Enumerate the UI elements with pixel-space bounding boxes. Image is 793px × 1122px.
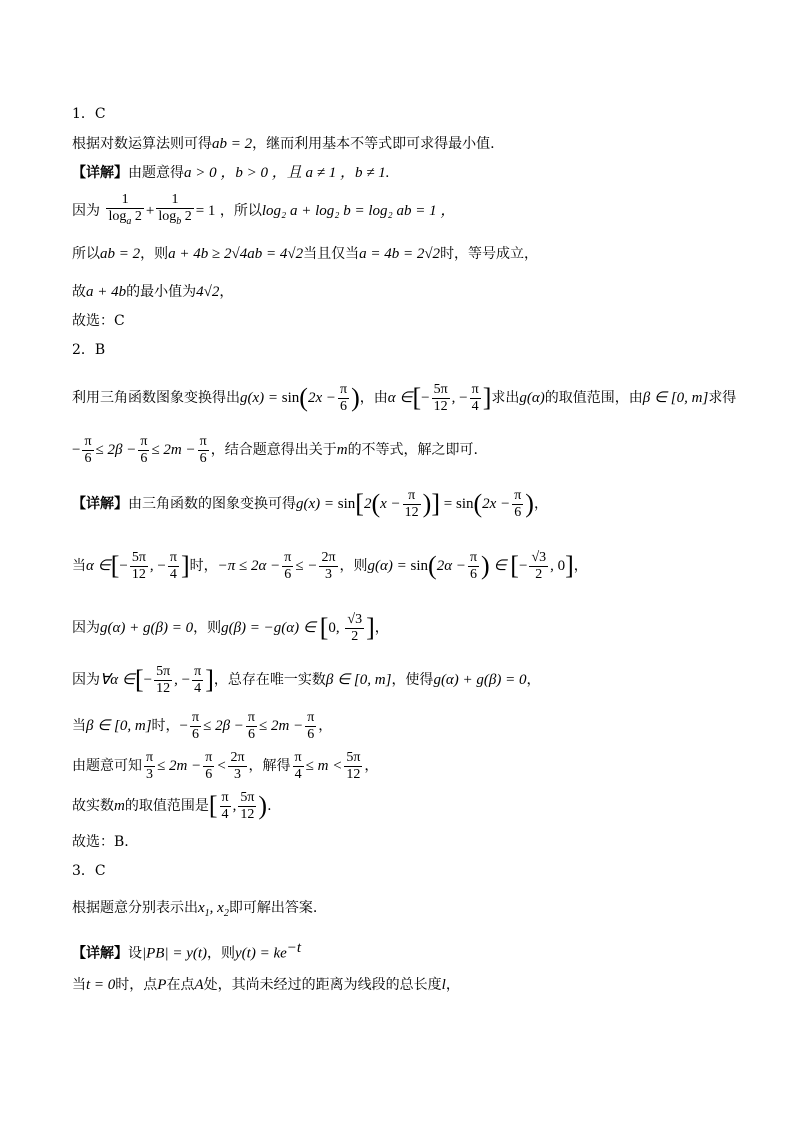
text: 根据题意分别表示出 bbox=[72, 900, 198, 916]
math: a + 4b bbox=[86, 284, 127, 300]
text: ，结合题意得出关于 bbox=[210, 442, 337, 458]
q3-detail-line1: 【详解】设|PB| = y(t)，则$y(t) = ke^{-t}$ bbox=[72, 940, 302, 962]
math: y(t) = ke bbox=[235, 945, 287, 962]
text: ， bbox=[318, 718, 333, 734]
text: ， bbox=[219, 284, 234, 300]
fraction: $\frac{1}{\log_b 2}$ bbox=[158, 192, 192, 227]
q3-answer-label: 3．C bbox=[72, 863, 106, 879]
text: ，使得 bbox=[391, 672, 434, 688]
text: . bbox=[267, 798, 272, 814]
q2-detail-line5: 当β ∈ [0, m]时，− $\frac{\pi}{6}$ ≤ 2β − $\frac{\pi}{6}$ ≤ 2m − $\frac{\pi}{6}$ ， bbox=[72, 709, 333, 742]
detail-tag: 【详解】 bbox=[72, 496, 128, 512]
q1-detail-line1 bbox=[72, 163, 733, 183]
math: log₂ a + log₂ b = log₂ ab = 1 ， bbox=[261, 202, 456, 219]
text: ， bbox=[573, 558, 588, 574]
text: 的最小值为 bbox=[126, 284, 197, 300]
text: 故选：B. bbox=[72, 834, 129, 850]
text: 求出 bbox=[491, 390, 520, 406]
text: 的取值范围，由 bbox=[544, 390, 643, 406]
text: 的不等式，解之即可. bbox=[347, 442, 479, 458]
text: 所以 bbox=[72, 246, 100, 262]
text: 故选：C bbox=[72, 313, 125, 329]
text: ， bbox=[526, 672, 541, 688]
text: 故 bbox=[72, 284, 86, 300]
text: ， bbox=[533, 496, 548, 512]
text: ，总存在唯一实数 bbox=[213, 672, 326, 688]
text: 因为 bbox=[72, 202, 100, 219]
text: ，则 bbox=[193, 620, 222, 636]
q1-conclusion bbox=[72, 282, 733, 302]
text: 设 bbox=[128, 945, 142, 962]
text: 因为 bbox=[72, 672, 100, 688]
text: ，则 bbox=[140, 246, 169, 262]
text: 当 bbox=[72, 977, 86, 993]
text: 由三角函数的图象变换可得 bbox=[128, 496, 296, 512]
text: 由题意可知 bbox=[72, 758, 142, 774]
q1-detail-line2: 因为 $\frac{1}{\log_a 2}$ + $\frac{1}{\log_b 2}$ = 1 ，所以log₂ a + log₂ b = log₂ ab = 1 ， bbox=[72, 192, 733, 230]
math: a = 4b = 2√2 bbox=[359, 246, 441, 262]
q3-detail-line2 bbox=[72, 975, 733, 995]
text: 故实数 bbox=[72, 798, 114, 814]
math: t = 0 bbox=[86, 977, 116, 993]
text: 时， bbox=[189, 558, 218, 574]
q2-analysis-line1: 利用三角函数图象变换得出g(x) = sin(2x − $\frac{\pi}{6}$ )，由α ∈[− $\frac{5\pi}{12}$ , − $\frac{\pi}{4}$ ]求出g(α)的取值范围，由β ∈ [0, m]求得 bbox=[72, 381, 737, 414]
q1-answer bbox=[72, 311, 733, 331]
text: 时，等号成立， bbox=[440, 246, 539, 262]
q2-detail-line6: 由题意可知 $\frac{\pi}{3}$ ≤ 2m − $\frac{\pi}{6}$ < $\frac{2\pi}{3}$ ，解得 $\frac{\pi}{4}$ ≤ m < $\frac{5\pi}{12}$ ， bbox=[72, 749, 379, 782]
text: 当 bbox=[72, 558, 86, 574]
q2-detail-line2: 当α ∈[− $\frac{5\pi}{12}$ , − $\frac{\pi}{4}$ ]时，−π ≤ 2α − $\frac{\pi}{6}$ ≤ − $\frac{2\pi}{3}$ ，则g(α) = sin(2α − $\frac{\pi}{6}$ ) ∈ [− $\frac{√3}{2}$ , 0]， bbox=[72, 549, 588, 582]
text: ，解得 bbox=[248, 758, 291, 774]
q2-detail-line1: 【详解】由三角函数的图象变换可得g(x) = sin[2(x − $\frac{\pi}{12}$ )] = sin(2x − $\frac{\pi}{6}$ )， bbox=[72, 487, 548, 520]
math: |PB| = y(t) bbox=[142, 945, 208, 962]
q3-analysis: 根据题意分别表示出$x_1$, $x_2$即可解出答案. bbox=[72, 900, 318, 919]
text: 因为 bbox=[72, 620, 100, 636]
q2-conclusion: 故实数m的取值范围是[ $\frac{\pi}{4}$ , $\frac{5\pi}{12}$ ). bbox=[72, 789, 272, 822]
text: ，由 bbox=[359, 390, 388, 406]
q2-answer bbox=[72, 832, 733, 852]
q1-analysis bbox=[72, 134, 733, 154]
q1-heading bbox=[72, 104, 733, 124]
text: 即可解出答案. bbox=[228, 900, 318, 916]
math: a + 4b ≥ 2√4ab = 4√2 bbox=[168, 246, 304, 262]
math: m bbox=[114, 798, 125, 814]
text: 根据对数运算法则可得 bbox=[72, 136, 212, 152]
math: A bbox=[194, 977, 204, 993]
fraction: $\frac{5\pi}{12}$ bbox=[433, 381, 448, 414]
q1-answer-label: 1．C bbox=[72, 106, 106, 122]
math: l bbox=[441, 977, 446, 993]
text: 处，其尚未经过的距离为线段的总长度 bbox=[203, 977, 442, 993]
q3-heading bbox=[72, 861, 733, 881]
text: ， bbox=[445, 977, 460, 993]
math: m bbox=[336, 442, 348, 458]
fraction: $\frac{\pi}{6}$ bbox=[340, 381, 348, 414]
q1-detail-line3 bbox=[72, 244, 733, 264]
math: P bbox=[157, 977, 167, 993]
q2-answer-label: 2．B bbox=[72, 342, 106, 358]
text: ，继而利用基本不等式即可求得最小值. bbox=[252, 136, 495, 152]
text: ，则 bbox=[339, 558, 368, 574]
math: ab = 2 bbox=[212, 136, 253, 152]
text: 当且仅当 bbox=[303, 246, 360, 262]
text: ， bbox=[374, 620, 389, 636]
text: 由题意得 bbox=[128, 165, 184, 181]
text: 求得 bbox=[708, 390, 737, 406]
text: ， bbox=[364, 758, 379, 774]
text: ，则 bbox=[207, 945, 236, 962]
detail-tag: 【详解】 bbox=[72, 945, 128, 962]
q2-detail-line4: 因为∀α ∈[− $\frac{5\pi}{12}$ , − $\frac{\pi}{4}$ ]，总存在唯一实数β ∈ [0, m]，使得g(α) + g(β) = 0， bbox=[72, 663, 541, 696]
q2-analysis-line2: − $\frac{\pi}{6}$ ≤ 2β − $\frac{\pi}{6}$ ≤ 2m − $\frac{\pi}{6}$ ，结合题意得出关于m的不等式，解之即可. bbox=[72, 433, 479, 466]
text: ，所以 bbox=[219, 202, 262, 219]
text: 在点 bbox=[166, 977, 195, 993]
fraction: $\frac{\pi}{4}$ bbox=[471, 381, 479, 414]
math: 4√2 bbox=[196, 284, 220, 300]
detail-tag: 【详解】 bbox=[72, 165, 128, 181]
math: ab = 2 bbox=[100, 246, 141, 262]
math: a > 0 ，b > 0 ，且 a ≠ 1 ，b ≠ 1. bbox=[184, 165, 390, 181]
text: 时， bbox=[151, 718, 180, 734]
q2-heading bbox=[72, 340, 733, 360]
text: 当 bbox=[72, 718, 86, 734]
text: 时，点 bbox=[115, 977, 158, 993]
math: g(α) + g(β) = 0 bbox=[100, 620, 194, 636]
text: 利用三角函数图象变换得出 bbox=[72, 390, 240, 406]
math: g(α) + g(β) = 0 bbox=[433, 672, 527, 688]
fraction: $\frac{1}{\log_a 2}$ bbox=[108, 192, 142, 227]
text: 的取值范围是 bbox=[124, 798, 209, 814]
q2-detail-line3: 因为g(α) + g(β) = 0，则g(β) = −g(α) ∈ [0, $\frac{√3}{2}$ ]， bbox=[72, 611, 389, 644]
